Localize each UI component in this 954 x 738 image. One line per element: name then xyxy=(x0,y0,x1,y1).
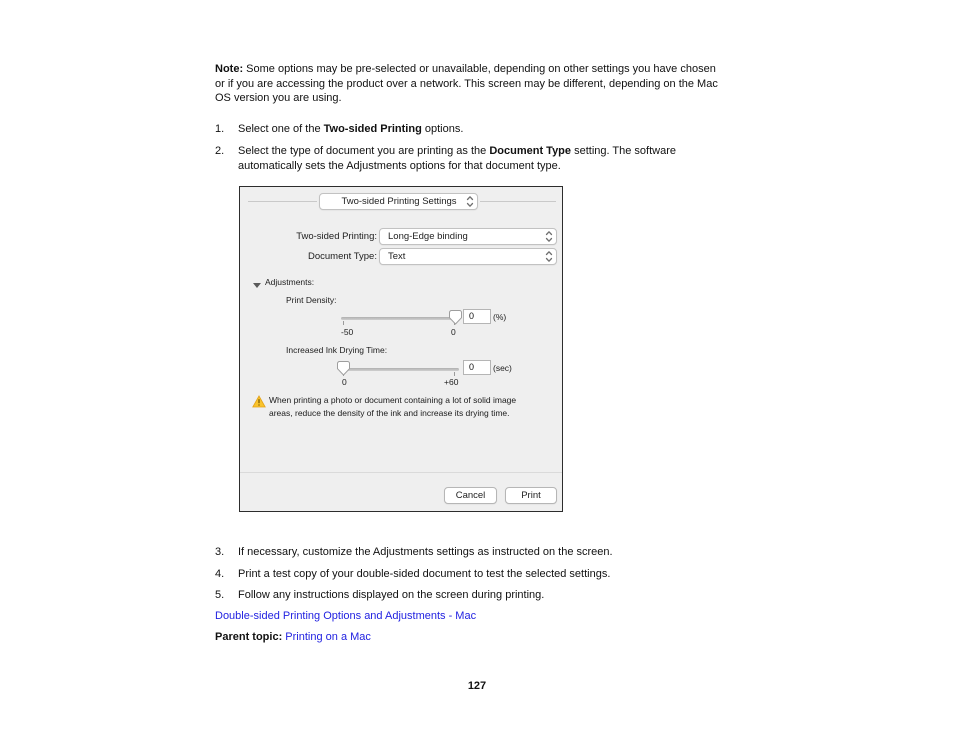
preset-dropdown-value: Two-sided Printing Settings xyxy=(341,196,457,207)
document-type-dropdown[interactable] xyxy=(379,248,557,265)
page-number: 127 xyxy=(467,680,487,692)
warning-text xyxy=(269,394,563,420)
two-sided-printing-label: Two-sided Printing: xyxy=(296,231,377,242)
drying-time-value-input[interactable]: 0 xyxy=(463,360,491,375)
step-text: Select one of the xyxy=(238,123,324,135)
preset-dropdown[interactable] xyxy=(319,193,478,210)
footer-divider xyxy=(240,472,562,473)
two-sided-printing-settings-dialog xyxy=(239,186,563,512)
step-bold-text: Document Type xyxy=(489,145,572,157)
note-paragraph xyxy=(215,62,718,106)
drying-time-max-label: +60 xyxy=(444,377,459,387)
list-number: 3. xyxy=(215,546,225,558)
warning-icon xyxy=(252,395,266,413)
stepper-arrows-icon xyxy=(466,195,474,208)
list-number: 2. xyxy=(215,145,225,157)
cancel-button[interactable]: Cancel xyxy=(444,487,497,504)
list-item-2 xyxy=(215,144,814,173)
slider-tick xyxy=(343,321,344,325)
list-item-1 xyxy=(215,122,814,137)
stepper-arrows-icon xyxy=(545,250,553,263)
list-item-5 xyxy=(215,588,814,603)
list-item-3 xyxy=(215,545,814,560)
parent-topic-line xyxy=(215,631,371,643)
divider xyxy=(248,201,317,202)
drying-time-label: Increased Ink Drying Time: xyxy=(286,345,388,355)
step-text-line2: automatically sets the Adjustments options for that document type. xyxy=(238,159,561,172)
drying-time-slider-track[interactable] xyxy=(341,368,459,371)
parent-topic-label: Parent topic: xyxy=(215,631,283,643)
step-text: If necessary, customize the Adjustments settings as instructed on the screen. xyxy=(238,546,613,558)
list-item-4 xyxy=(215,567,814,582)
print-density-unit: (%) xyxy=(493,312,507,322)
drying-time-unit: (sec) xyxy=(493,363,512,373)
step-text: Select the type of document you are printing as the xyxy=(238,145,490,157)
step-text: setting. The software xyxy=(571,145,676,157)
print-density-slider-thumb[interactable] xyxy=(449,310,462,325)
step-text: Follow any instructions displayed on the screen during printing. xyxy=(238,589,545,601)
document-type-value: Text xyxy=(388,251,406,262)
note-line3: OS version you are using. xyxy=(215,92,342,105)
step-text: Print a test copy of your double-sided document to test the selected settings. xyxy=(238,568,611,580)
list-number: 4. xyxy=(215,568,225,580)
slider-tick xyxy=(454,372,455,376)
print-density-slider-track[interactable] xyxy=(341,317,459,320)
print-density-label: Print Density: xyxy=(286,295,337,305)
print-button[interactable]: Print xyxy=(505,487,557,504)
divider xyxy=(480,201,556,202)
print-density-max-label: 0 xyxy=(451,327,456,337)
adjustments-label: Adjustments: xyxy=(265,277,315,287)
step-text: options. xyxy=(421,123,464,135)
note-label: Note: xyxy=(215,63,244,75)
print-density-min-label: -50 xyxy=(341,327,354,337)
note-line2: or if you are accessing the product over a network. This screen may be different, depending on the Mac xyxy=(215,77,718,90)
warning-text-line2: areas, reduce the density of the ink and increase its drying time. xyxy=(269,408,510,418)
note-line1: Some options may be pre-selected or unavailable, depending on other settings you have chosen xyxy=(246,63,716,75)
link-double-sided-printing-options[interactable]: Double-sided Printing Options and Adjustments - Mac xyxy=(215,610,477,622)
drying-time-min-label: 0 xyxy=(342,377,347,387)
link-printing-on-a-mac[interactable]: Printing on a Mac xyxy=(285,631,371,643)
list-number: 1. xyxy=(215,123,225,135)
disclosure-triangle-icon[interactable] xyxy=(253,283,261,288)
warning-text-line1: When printing a photo or document containing a lot of solid image xyxy=(269,395,517,405)
two-sided-printing-dropdown[interactable] xyxy=(379,228,557,245)
two-sided-printing-value: Long-Edge binding xyxy=(388,231,468,242)
list-number: 5. xyxy=(215,589,225,601)
print-density-value-input[interactable]: 0 xyxy=(463,309,491,324)
step-bold-text: Two-sided Printing xyxy=(323,123,422,135)
document-type-label: Document Type: xyxy=(307,251,377,262)
drying-time-slider-thumb[interactable] xyxy=(337,361,350,376)
stepper-arrows-icon xyxy=(545,230,553,243)
